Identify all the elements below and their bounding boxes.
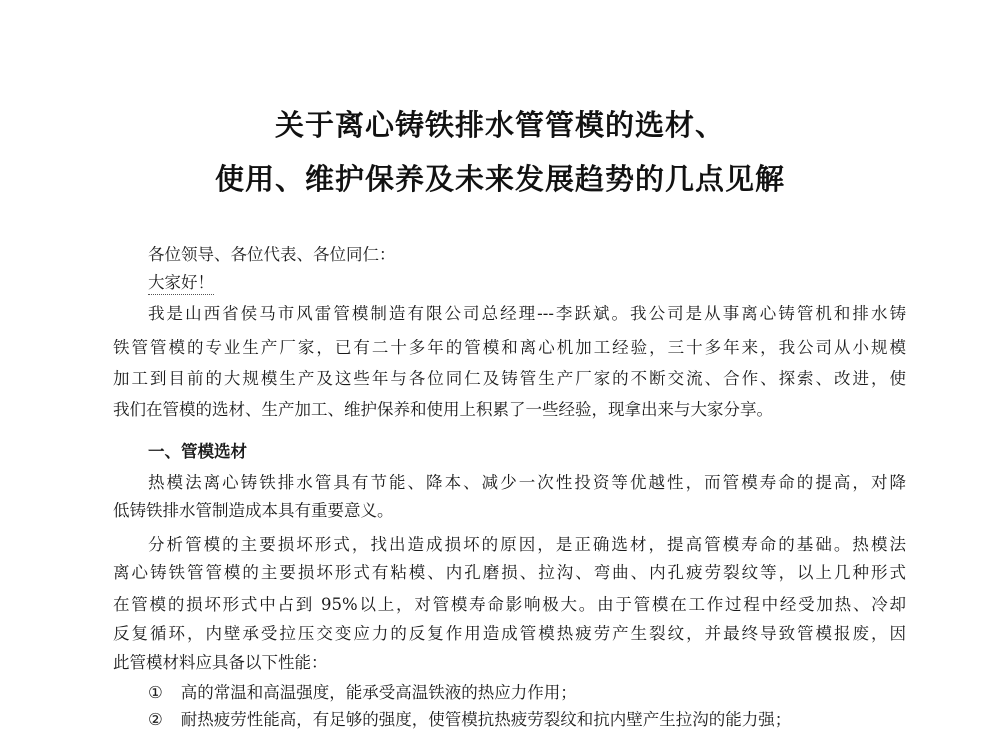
title-line-1: 关于离心铸铁排水管管模的选材、 [274,108,725,142]
paragraph-line: 在管模的损坏形式中占到 95%以上，对管模寿命影响极大。由于管模在工作过程中经受加热、冷却 [113,595,906,614]
paragraph-line: 反复循环，内壁承受拉压交变应力的反复作用造成管模热疲劳产生裂纹，并最终导致管模报废，因 [113,624,906,643]
greeting: 各位领导、各位代表、各位同仁： [148,245,396,264]
paragraph-line: 热模法离心铸铁排水管具有节能、降本、减少一次性投资等优越性，而管模寿命的提高，对降 [148,473,906,492]
list-item [148,709,791,731]
list-item-number: ② [148,710,163,729]
paragraph-line: 低铸铁排水管制造成本具有重要意义。 [113,501,394,520]
list-item-number: ① [148,683,163,702]
intro-line: 我们在管模的选材、生产加工、维护保养和使用上积累了一些经验，现拿出来与大家分享。 [113,400,773,419]
intro-line: 铁管管模的专业生产厂家，已有二十多年的管模和离心机加工经验，三十多年来，我公司从小规模 [113,338,906,357]
list-item-text: 高的常温和高温强度，能承受高温铁液的热应力作用； [180,683,577,702]
intro-line: 我是山西省侯马市风雷管模制造有限公司总经理---李跃斌。我公司是从事离心铸管机和排水铸 [148,304,906,323]
title-line-2: 使用、维护保养及未来发展趋势的几点见解 [214,162,785,196]
list-item [148,682,577,704]
section-heading: 一、管模选材 [148,442,247,461]
paragraph-line: 离心铸铁管管模的主要损坏形式有粘模、内孔磨损、拉沟、弯曲、内孔疲劳裂纹等，以上几种形式 [113,563,906,582]
intro-line: 加工到目前的大规模生产及这些年与各位同仁及铸管生产厂家的不断交流、合作、探索、改进，使 [113,369,906,388]
list-item-text: 耐热疲劳性能高，有足够的强度，使管模抗热疲劳裂纹和抗内壁产生拉沟的能力强； [180,710,792,729]
paragraph-line: 此管模材料应具备以下性能： [113,653,328,672]
greeting-hello: 大家好！ [148,272,214,295]
paragraph-line: 分析管模的主要损坏形式，找出造成损坏的原因，是正确选材，提高管模寿命的基础。热模法 [148,535,906,554]
